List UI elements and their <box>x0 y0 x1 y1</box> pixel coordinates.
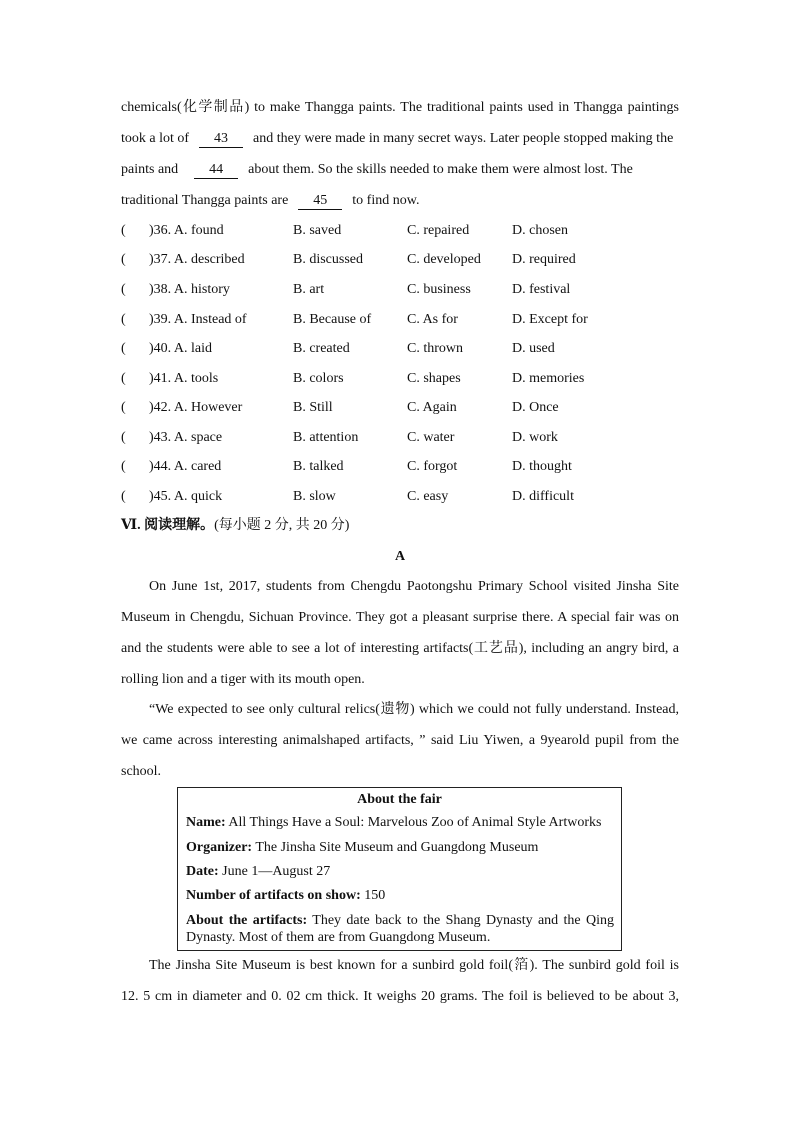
passage-line: “We expected to see only cultural relics(遗物) which we could not fully understand. Instead, <box>149 702 679 717</box>
option-d: D. difficult <box>512 489 574 504</box>
fair-name-label: Name: <box>186 815 226 830</box>
option-c: C. repaired <box>407 223 470 238</box>
passage-line: rolling lion and a tiger with its mouth open. <box>121 672 365 687</box>
option-c: C. water <box>407 430 455 445</box>
blank-44: 44 <box>194 162 238 179</box>
option-b: B. saved <box>293 223 342 238</box>
fair-number <box>186 887 614 904</box>
option-b: B. created <box>293 341 350 356</box>
option-c: C. forgot <box>407 459 458 474</box>
cloze-line-2 <box>121 129 679 149</box>
passage-line: we came across interesting animalshaped artifacts, ” said Liu Yiwen, a 9yearold pupil from the <box>121 733 679 748</box>
cloze-text: about them. So the skills needed to make them were almost lost. The <box>248 162 633 177</box>
option-c: C. shapes <box>407 371 461 386</box>
cloze-text: took a lot of <box>121 131 190 146</box>
option-d: D. thought <box>512 459 572 474</box>
option-b: B. slow <box>293 489 336 504</box>
option-c: C. easy <box>407 489 449 504</box>
option-d: D. work <box>512 430 558 445</box>
option-c: C. developed <box>407 252 481 267</box>
option-c: C. As for <box>407 312 458 327</box>
option-a: )41. A. tools <box>149 371 219 386</box>
answer-paren: ( <box>121 312 126 327</box>
blank-45: 45 <box>298 193 342 210</box>
option-d: D. Once <box>512 400 559 415</box>
answer-paren: ( <box>121 400 126 415</box>
option-d: D. memories <box>512 371 585 386</box>
passage-line: The Jinsha Site Museum is best known for a sunbird gold foil(箔). The sunbird gold foil is <box>149 958 679 973</box>
fair-about-label: About the artifacts: <box>186 913 308 928</box>
option-c: C. Again <box>407 400 457 415</box>
fair-name <box>186 814 614 831</box>
cloze-text: traditional Thangga paints are <box>121 193 289 208</box>
cloze-line-4 <box>121 191 679 211</box>
fair-name-value: All Things Have a Soul: Marvelous Zoo of Animal Style Artworks <box>225 815 602 830</box>
option-a: )38. A. history <box>149 282 230 297</box>
answer-paren: ( <box>121 282 126 297</box>
option-c: C. business <box>407 282 471 297</box>
fair-box-title: About the fair <box>357 792 442 807</box>
passage-line: Museum in Chengdu, Sichuan Province. They got a pleasant surprise there. A special fair was on <box>121 610 679 625</box>
section-heading <box>121 516 349 536</box>
cloze-line-1: chemicals(化学制品) to make Thangga paints. The traditional paints used in Thangga paintings <box>121 100 679 115</box>
passage-line: 12. 5 cm in diameter and 0. 02 cm thick. It weighs 20 grams. The foil is believed to be about 3, <box>121 989 679 1004</box>
option-d: D. Except for <box>512 312 588 327</box>
option-d: D. required <box>512 252 576 267</box>
cloze-text: and they were made in many secret ways. Later people stopped making the <box>253 131 674 146</box>
option-b: B. art <box>293 282 325 297</box>
fair-about-line-1 <box>186 912 614 929</box>
fair-about-value: They date back to the Shang Dynasty and the Qing <box>307 913 615 928</box>
answer-paren: ( <box>121 430 126 445</box>
section-points: (每小题 2 分, 共 20 分) <box>214 518 350 533</box>
answer-paren: ( <box>121 252 126 267</box>
option-d: D. used <box>512 341 555 356</box>
fair-number-value: 150 <box>360 888 386 903</box>
fair-about-line-2: Dynasty. Most of them are from Guangdong Museum. <box>186 930 491 945</box>
answer-paren: ( <box>121 459 126 474</box>
option-a: )37. A. described <box>149 252 245 267</box>
fair-organizer-label: Organizer: <box>186 840 253 855</box>
section-title: Ⅵ. 阅读理解。 <box>121 518 215 533</box>
option-a: )36. A. found <box>149 223 224 238</box>
option-d: D. chosen <box>512 223 568 238</box>
cloze-text: paints and <box>121 162 179 177</box>
fair-info-box <box>177 787 622 951</box>
passage-line: and the students were able to see a lot of interesting artifacts(工艺品), including an angry bird, a <box>121 641 679 656</box>
fair-number-label: Number of artifacts on show: <box>186 888 361 903</box>
passage-heading: A <box>394 549 406 564</box>
passage-line: On June 1st, 2017, students from Chengdu Paotongshu Primary School visited Jinsha Site <box>149 579 679 594</box>
fair-date <box>186 863 614 880</box>
option-a: )43. A. space <box>149 430 223 445</box>
fair-date-label: Date: <box>186 864 219 879</box>
passage-line: school. <box>121 764 162 779</box>
answer-paren: ( <box>121 341 126 356</box>
answer-paren: ( <box>121 489 126 504</box>
cloze-text: to find now. <box>352 193 420 208</box>
option-b: B. colors <box>293 371 344 386</box>
option-a: )45. A. quick <box>149 489 223 504</box>
option-b: B. talked <box>293 459 344 474</box>
answer-paren: ( <box>121 223 126 238</box>
option-c: C. thrown <box>407 341 463 356</box>
option-a: )39. A. Instead of <box>149 312 247 327</box>
option-a: )42. A. However <box>149 400 243 415</box>
option-b: B. discussed <box>293 252 363 267</box>
option-b: B. Because of <box>293 312 372 327</box>
cloze-line-3 <box>121 160 679 180</box>
fair-organizer-value: The Jinsha Site Museum and Guangdong Museum <box>252 840 539 855</box>
fair-date-value: June 1—August 27 <box>218 864 331 879</box>
option-a: )40. A. laid <box>149 341 212 356</box>
fair-organizer <box>186 839 614 856</box>
option-a: )44. A. cared <box>149 459 222 474</box>
option-d: D. festival <box>512 282 571 297</box>
answer-paren: ( <box>121 371 126 386</box>
blank-43: 43 <box>199 131 243 148</box>
option-b: B. Still <box>293 400 333 415</box>
option-b: B. attention <box>293 430 359 445</box>
